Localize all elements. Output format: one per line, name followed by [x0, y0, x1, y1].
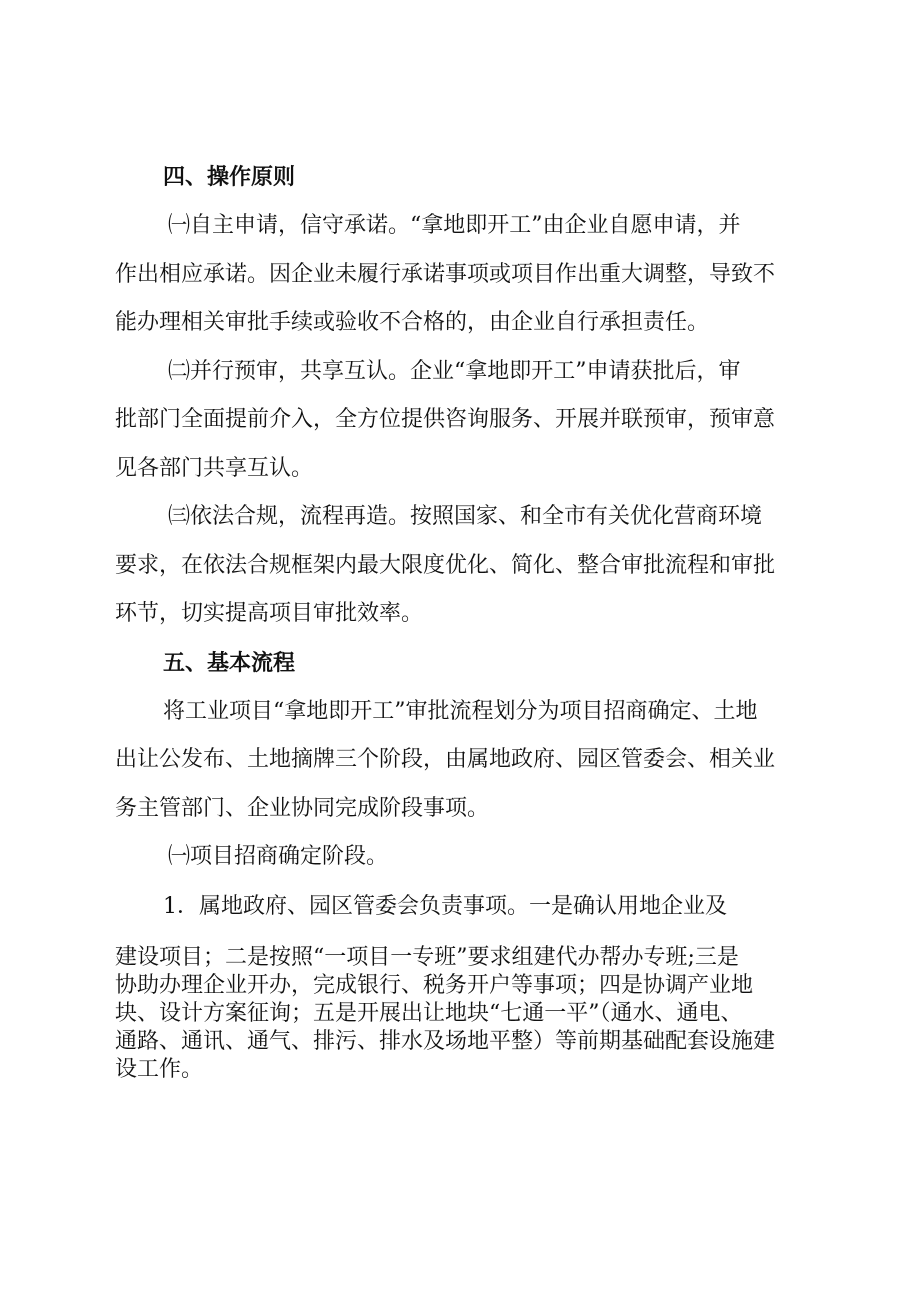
paragraph-line: 协助办理企业开办，完成银行、税务开户等事项；四是协调产业地	[115, 973, 754, 998]
paragraph-line: 出让公发布、土地摘牌三个阶段，由属地政府、园区管委会、相关业	[115, 747, 776, 772]
subsection-heading-stage-1: ㈠项目招商确定阶段。	[168, 844, 389, 869]
paragraph-line: 环节，切实提高项目审批效率。	[115, 601, 424, 626]
paragraph-line: 通路、通讯、通气、排污、排水及场地平整）等前期基础配套设施建	[115, 1029, 776, 1054]
paragraph-line: 设工作。	[115, 1057, 204, 1082]
paragraph-line: 将工业项目“拿地即开工”审批流程划分为项目招商确定、土地	[163, 699, 758, 724]
paragraph-line: 块、设计方案征询；五是开展出让地块“七通一平”（通水、通电、	[115, 1001, 743, 1026]
section-heading-operating-principles: 四、操作原则	[163, 164, 296, 190]
paragraph-line: ㈠自主申请，信守承诺。“拿地即开工”由企业自愿申请，并	[168, 213, 741, 238]
paragraph-line: 见各部门共享互认。	[115, 456, 314, 481]
paragraph-line: 作出相应承诺。因企业未履行承诺事项或项目作出重大调整，导致不	[115, 262, 776, 287]
paragraph-line: 建设项目；二是按照“一项目一专班”要求组建代办帮办专班;三是	[115, 945, 739, 970]
paragraph-line: 1．属地政府、园区管委会负责事项。一是确认用地企业及	[163, 894, 727, 919]
paragraph-line: ㈡并行预审，共享互认。企业“拿地即开工”申请获批后，审	[168, 359, 741, 384]
paragraph-line: 批部门全面提前介入，全方位提供咨询服务、开展并联预审，预审意	[115, 407, 776, 432]
paragraph-line: ㈢依法合规，流程再造。按照国家、和全市有关优化营商环境	[168, 504, 763, 529]
section-heading-basic-process: 五、基本流程	[163, 650, 296, 676]
paragraph-line: 能办理相关审批手续或验收不合格的，由企业自行承担责任。	[115, 310, 710, 335]
paragraph-line: 要求，在依法合规框架内最大限度优化、简化、整合审批流程和审批	[115, 553, 776, 578]
paragraph-line: 务主管部门、企业协同完成阶段事项。	[115, 796, 490, 821]
